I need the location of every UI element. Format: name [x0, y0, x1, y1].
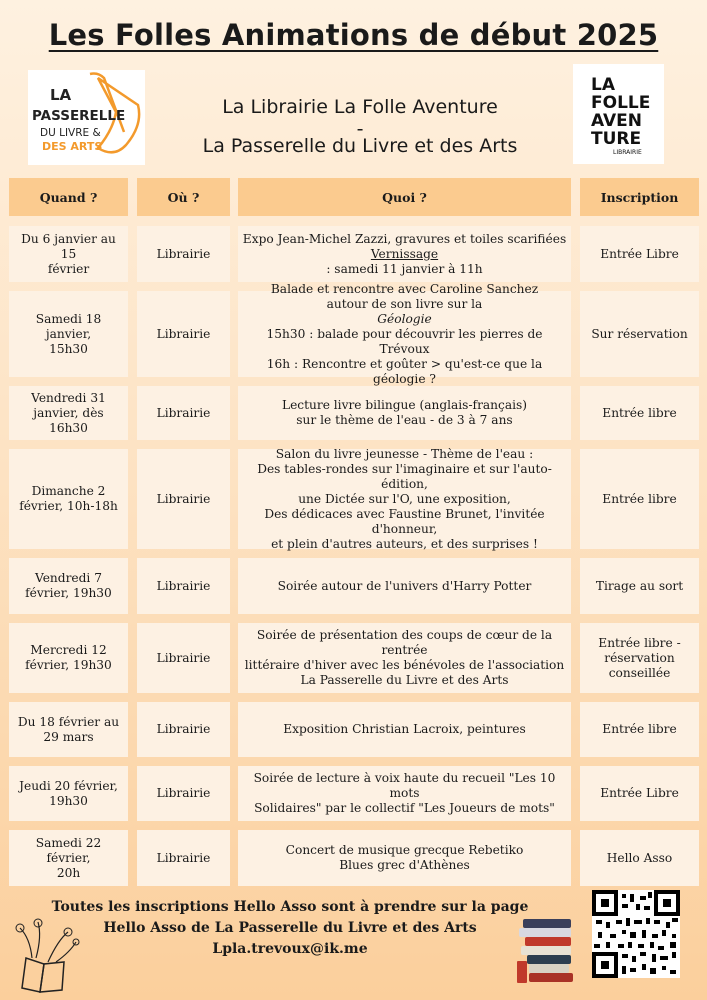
row-quoi: Soirée autour de l'univers d'Harry Potter: [238, 558, 571, 614]
row-quand: Mercredi 12 février, 19h30: [9, 623, 128, 693]
row-quoi: Salon du livre jeunesse - Thème de l'eau : Des tables-rondes sur l'imaginaire et sur l'auto-édition, une Dictée sur l'O, une exposition, Des dédicaces avec Faustine Brunet, l'invitée d'honneur, et plein d'autres auteurs, et des surprises !: [238, 449, 571, 549]
logo-left-word1: LA: [50, 86, 72, 104]
qr-code-icon: [592, 890, 680, 978]
row-inscription: Tirage au sort: [580, 558, 699, 614]
row-quoi: Exposition Christian Lacroix, peintures: [238, 702, 571, 757]
logo-right-line1: LA: [591, 75, 615, 95]
row-inscription: Entrée Libre: [580, 226, 699, 282]
row-ou: Librairie: [137, 830, 230, 886]
row-quand: Samedi 18 janvier, 15h30: [9, 291, 128, 377]
footer-line1: Toutes les inscriptions Hello Asso sont à prendre sur la page: [51, 899, 529, 915]
logo-right-sub: LIBRAIRIE: [613, 149, 642, 156]
row-quoi: Lecture livre bilingue (anglais-français) sur le thème de l'eau - de 3 à 7 ans: [238, 386, 571, 440]
row-quoi: Soirée de présentation des coups de cœur de la rentrée littéraire d'hiver avec les bénévoles de l'association La Passerelle du Livre et des Arts: [238, 623, 571, 693]
header-line2: La Passerelle du Livre et des Arts: [202, 135, 518, 157]
col-header-quand: Quand ?: [9, 178, 128, 216]
row-ou: Librairie: [137, 558, 230, 614]
logo-folle-aventure: [573, 64, 664, 164]
row-inscription: Entrée libre: [580, 702, 699, 757]
row-quoi: Soirée de lecture à voix haute du recueil "Les 10 mots Solidaires" par le collectif "Les Joueurs de mots": [238, 766, 571, 821]
row-inscription: Entrée libre: [580, 386, 699, 440]
logo-right-line4: TURE: [591, 129, 642, 149]
row-ou: Librairie: [137, 291, 230, 377]
row-quand: Vendredi 7 février, 19h30: [9, 558, 128, 614]
row-quand: Vendredi 31 janvier, dès 16h30: [9, 386, 128, 440]
logo-right-line3: AVEN: [591, 111, 642, 131]
row-quoi: Expo Jean-Michel Zazzi, gravures et toiles scarifiées Vernissage : samedi 11 janvier à 11h: [238, 226, 571, 282]
row-quoi: Balade et rencontre avec Caroline Sanchez autour de son livre sur la Géologie 15h30 : balade pour découvrir les pierres de Trévoux 16h : Rencontre et goûter > qu'est-ce que la géologie ?: [238, 291, 571, 377]
col-header-ou: Où ?: [137, 178, 230, 216]
row-ou: Librairie: [137, 449, 230, 549]
logo-passerelle-graphic: [28, 70, 145, 165]
logo-left-word4: DES ARTS: [42, 140, 103, 153]
logo-folle-aventure-graphic: [573, 64, 664, 164]
footer-line2: Hello Asso de La Passerelle du Livre et des Arts: [103, 920, 477, 936]
book-flowers-illustration: [12, 918, 82, 994]
book-stack-illustration: [515, 915, 577, 985]
row-inscription: Entrée Libre: [580, 766, 699, 821]
row-ou: Librairie: [137, 702, 230, 757]
row-inscription: Hello Asso: [580, 830, 699, 886]
row-ou: Librairie: [137, 623, 230, 693]
logo-left-word2: PASSERELLE: [32, 108, 126, 124]
logo-passerelle: [28, 70, 145, 165]
header-line1: La Librairie La Folle Aventure: [222, 96, 498, 118]
qr-code[interactable]: [592, 890, 680, 978]
row-ou: Librairie: [137, 386, 230, 440]
row-quand: Du 6 janvier au 15 février: [9, 226, 128, 282]
row-inscription: Entrée libre: [580, 449, 699, 549]
row-inscription: Sur réservation: [580, 291, 699, 377]
logo-left-word3: DU LIVRE &: [40, 127, 101, 139]
logo-right-line2: FOLLE: [591, 93, 651, 113]
row-ou: Librairie: [137, 766, 230, 821]
row-ou: Librairie: [137, 226, 230, 282]
page-title: Les Folles Animations de début 2025: [48, 18, 659, 52]
row-quand: Samedi 22 février, 20h: [9, 830, 128, 886]
header-dash: -: [356, 118, 364, 140]
row-inscription: Entrée libre - réservation conseillée: [580, 623, 699, 693]
row-quand: Dimanche 2 février, 10h-18h: [9, 449, 128, 549]
row-quand: Du 18 février au 29 mars: [9, 702, 128, 757]
col-header-quoi: Quoi ?: [238, 178, 571, 216]
col-header-inscription: Inscription: [580, 178, 699, 216]
row-quand: Jeudi 20 février, 19h30: [9, 766, 128, 821]
row-quoi: Concert de musique grecque Rebetiko Blues grec d'Athènes: [238, 830, 571, 886]
footer-email[interactable]: Lpla.trevoux@ik.me: [212, 941, 368, 957]
